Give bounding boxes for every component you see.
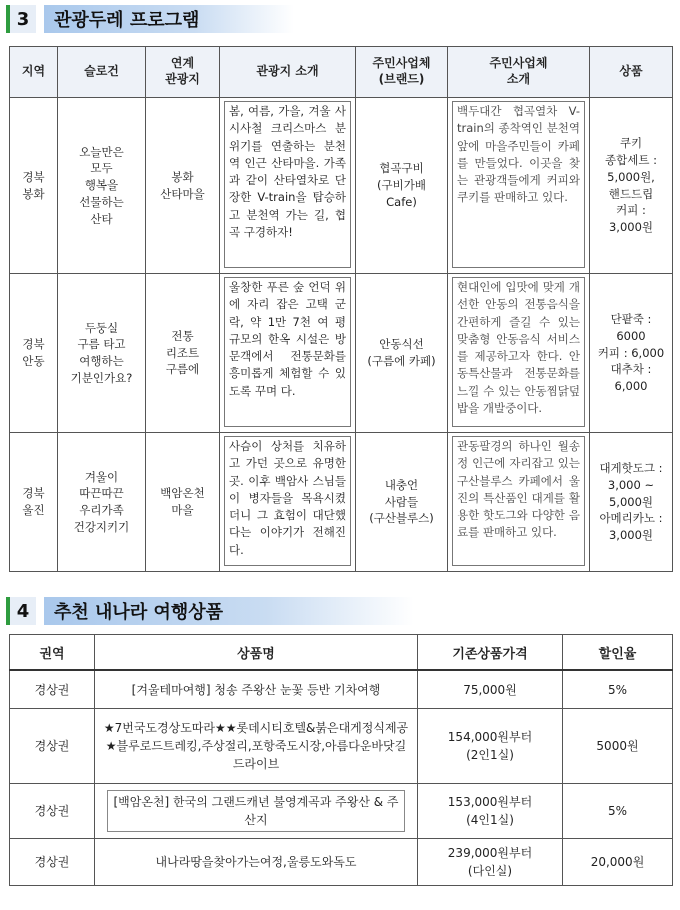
goods-cell: 대게핫도그 : 3,000 ~ 5,000원 아메리카노 : 3,000원 bbox=[590, 433, 673, 572]
header-discount: 할인율 bbox=[563, 635, 673, 671]
discount-cell: 5% bbox=[563, 784, 673, 839]
header-region: 지역 bbox=[10, 47, 58, 98]
slogan-cell: 두둥실 구름 타고 여행하는 기분인가요? bbox=[58, 274, 146, 433]
section-number: 4 bbox=[6, 597, 36, 625]
table-row bbox=[10, 98, 673, 274]
table-row bbox=[10, 274, 673, 433]
price-cell: 153,000원부터 (4인1실) bbox=[418, 784, 563, 839]
site-intro-cell bbox=[220, 274, 356, 433]
table-row bbox=[10, 709, 673, 784]
product-name-text: ★7번국도경상도따라★★롯데시티호텔&붉은대게정식제공★블루로드트레킹,주상절리,포항죽도시장,아름다운바닷길드라이브 bbox=[103, 721, 409, 771]
header-goods: 상품 bbox=[590, 47, 673, 98]
business-intro-cell bbox=[448, 433, 590, 572]
goods-cell: 단팥죽 : 6000 커피 : 6,000 대추차 : 6,000 bbox=[590, 274, 673, 433]
price-cell: 75,000원 bbox=[418, 670, 563, 709]
product-name-text: [백암온천] 한국의 그랜드캐년 불영계곡과 주왕산 & 주산지 bbox=[107, 790, 405, 832]
business-cell: 안동식선 (구름에 카페) bbox=[356, 274, 448, 433]
business-intro-cell bbox=[448, 274, 590, 433]
business-cell: 협곡구비 (구비가배 Cafe) bbox=[356, 98, 448, 274]
area-cell: 경상권 bbox=[10, 839, 95, 886]
site-intro-cell bbox=[220, 98, 356, 274]
area-cell: 경상권 bbox=[10, 670, 95, 709]
region-cell: 경북 안동 bbox=[10, 274, 58, 433]
discount-cell: 5000원 bbox=[563, 709, 673, 784]
site-cell: 전통 리조트 구름에 bbox=[146, 274, 220, 433]
section-title: 관광두레 프로그램 bbox=[44, 5, 294, 33]
business-intro-text: 관동팔경의 하나인 월송정 인근에 자리잡고 있는 구산블루스 카페에서 울진의 특산품인 대게를 활용한 핫도그와 다양한 음료를 판매하고 있다. bbox=[452, 436, 585, 566]
header-area: 권역 bbox=[10, 635, 95, 671]
region-cell: 경북 울진 bbox=[10, 433, 58, 572]
header-price: 기존상품가격 bbox=[418, 635, 563, 671]
slogan-cell: 오늘만은 모두 행복을 선물하는 산타 bbox=[58, 98, 146, 274]
header-site-intro: 관광지 소개 bbox=[220, 47, 356, 98]
business-intro-text: 백두대간 협곡열차 V-train의 종착역인 분천역 앞에 마을주민들이 카페를 만들었다. 이곳을 찾는 관광객들에게 커피와 쿠키를 판매하고 있다. bbox=[452, 101, 585, 268]
header-linked-site: 연계 관광지 bbox=[146, 47, 220, 98]
business-intro-text: 현대인에 입맛에 맞게 개선한 안동의 전통음식을 간편하게 즐길 수 있는 맞춤형 안동음식 서비스를 제공하고자 한다. 안동특산물과 전통문화를 느낄 수 있는 안동찜닭덮밥을 개발중이다. bbox=[452, 277, 585, 427]
product-name-cell bbox=[95, 784, 418, 839]
price-cell: 154,000원부터 (2인1실) bbox=[418, 709, 563, 784]
goods-cell: 쿠키 종합세트 : 5,000원, 핸드드립 커피 : 3,000원 bbox=[590, 98, 673, 274]
table-row bbox=[10, 433, 673, 572]
area-cell: 경상권 bbox=[10, 784, 95, 839]
site-intro-text: 봄, 여름, 가을, 겨울 사시사철 크리스마스 분위기를 연출하는 분천역 인근 산타마을. 가족과 같이 산타열차로 단장한 V-train을 탑승하고 분천역 가는 길, 협곡 구경하자! bbox=[224, 101, 351, 268]
table-header-row bbox=[10, 635, 673, 671]
discount-cell: 5% bbox=[563, 670, 673, 709]
product-name-text: 내나라땅을찾아가는여정,울릉도와독도 bbox=[155, 855, 357, 869]
site-cell: 백암온천 마을 bbox=[146, 433, 220, 572]
site-cell: 봉화 산타마을 bbox=[146, 98, 220, 274]
table-header-row bbox=[10, 47, 673, 98]
product-name-cell bbox=[95, 839, 418, 886]
header-product-name: 상품명 bbox=[95, 635, 418, 671]
site-intro-cell bbox=[220, 433, 356, 572]
section-4-header bbox=[6, 596, 414, 626]
site-intro-text: 사슴이 상처를 치유하고 가던 곳으로 유명한 곳. 이후 백암사 스님들이 병자들을 목욕시켰더니 그 효험이 대단했다는 이야기가 전해진다. bbox=[224, 436, 351, 566]
site-intro-text: 울창한 푸른 숲 언덕 위에 자리 잡은 고택 군락, 약 1만 7천 여 평 규모의 한옥 시설은 방문객에서 전통문화를 흥미롭게 체험할 수 있도록 꾸며 다. bbox=[224, 277, 351, 427]
area-cell: 경상권 bbox=[10, 709, 95, 784]
section-number: 3 bbox=[6, 5, 36, 33]
recommended-travel-products-table bbox=[9, 634, 673, 886]
tourism-dure-program-table bbox=[9, 46, 673, 572]
header-business: 주민사업체 (브랜드) bbox=[356, 47, 448, 98]
table-row bbox=[10, 670, 673, 709]
region-cell: 경북 봉화 bbox=[10, 98, 58, 274]
discount-cell: 20,000원 bbox=[563, 839, 673, 886]
product-name-text: [겨울테마여행] 청송 주왕산 눈꽃 등반 기차여행 bbox=[131, 682, 381, 697]
table-row bbox=[10, 784, 673, 839]
price-cell: 239,000원부터 (다인실) bbox=[418, 839, 563, 886]
product-name-cell bbox=[95, 670, 418, 709]
section-title: 추천 내나라 여행상품 bbox=[44, 597, 414, 625]
product-name-cell bbox=[95, 709, 418, 784]
business-intro-cell bbox=[448, 98, 590, 274]
header-slogan: 슬로건 bbox=[58, 47, 146, 98]
section-3-header bbox=[6, 4, 294, 34]
slogan-cell: 겨울이 따끈따끈 우리가족 건강지키기 bbox=[58, 433, 146, 572]
table-row bbox=[10, 839, 673, 886]
business-cell: 내충언 사람들 (구산블루스) bbox=[356, 433, 448, 572]
header-business-intro: 주민사업체 소개 bbox=[448, 47, 590, 98]
